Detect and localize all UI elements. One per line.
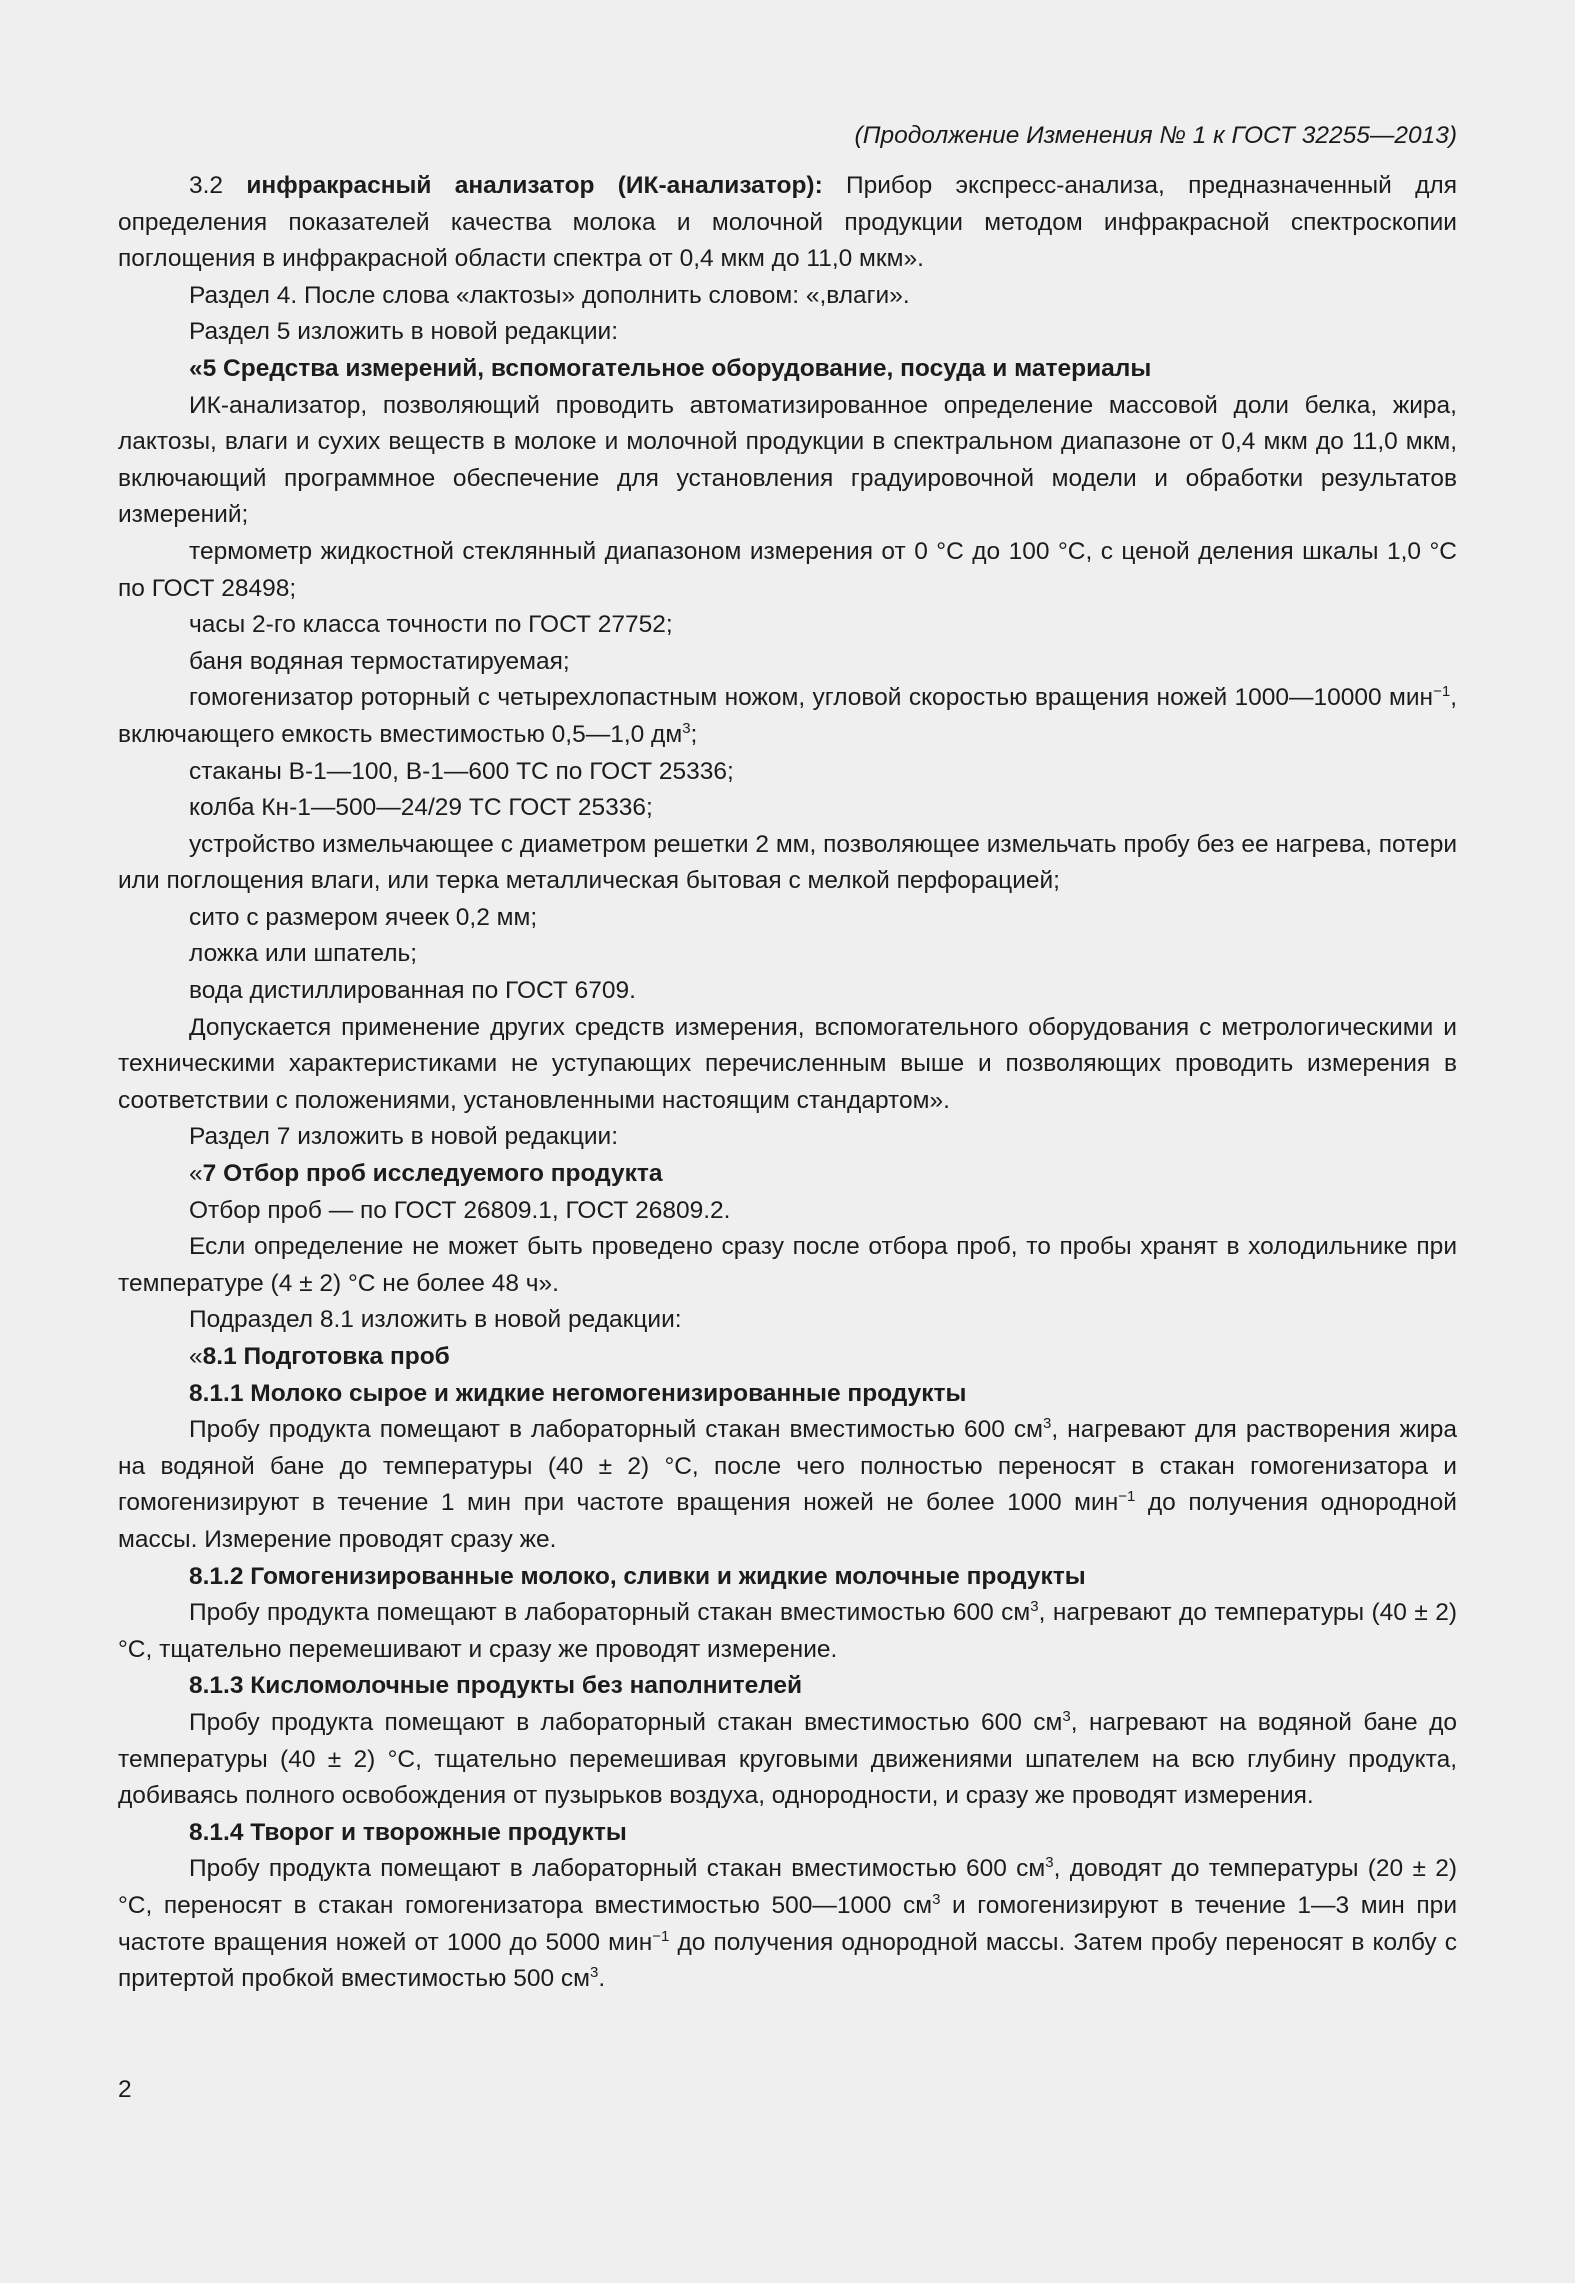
definition-text: Прибор экспресс-анализа, предназначенный для определения показателей качества молока и молочной продукции методом инфракрасной спектроскопии поглощения в инфракрасной области спектра от 0,4 мкм до 11,0 мкм». bbox=[118, 172, 1457, 273]
paragraph-section-4-note: Раздел 4. После слова «лактозы» дополнить словом: «,влаги». bbox=[189, 281, 910, 309]
paragraph-8-1-2: Пробу продукта помещают в лабораторный стакан вместимостью 600 $см^3$, нагревают до температуры (40 ± 2) °С, тщательно перемешивают и сразу же проводят измерение. bbox=[118, 1598, 1457, 1663]
list-item-beakers: стаканы В-1—100, В-1—600 ТС по ГОСТ 25336; bbox=[189, 757, 734, 785]
list-item-water-bath: баня водяная термостатируемая; bbox=[189, 647, 570, 675]
paragraph-definition-3-2 bbox=[118, 168, 1457, 278]
heading-8-1-2: 8.1.2 Гомогенизированные молоко, сливки и жидкие молочные продукты bbox=[189, 1562, 1086, 1590]
paragraph-sampling: Отбор проб — по ГОСТ 26809.1, ГОСТ 26809.2. bbox=[189, 1196, 731, 1224]
heading-section-5: «5 Средства измерений, вспомогательное оборудование, посуда и материалы bbox=[189, 354, 1152, 382]
list-item-flask: колба Кн-1—500—24/29 ТС ГОСТ 25336; bbox=[189, 794, 653, 822]
paragraph-subsection-8-1-intro: Подраздел 8.1 изложить в новой редакции: bbox=[189, 1306, 682, 1334]
list-item-water: вода дистиллированная по ГОСТ 6709. bbox=[189, 977, 636, 1005]
list-item-clock: часы 2-го класса точности по ГОСТ 27752; bbox=[189, 611, 673, 639]
list-item-spoon: ложка или шпатель; bbox=[189, 940, 418, 968]
heading-8-1: «8.1 Подготовка проб bbox=[189, 1343, 450, 1370]
list-item-grinder: устройство измельчающее с диаметром решетки 2 мм, позволяющее измельчать пробу без ее нагрева, потери или поглощения влаги, или терка металлическая бытовая с мелкой перфорацией; bbox=[118, 830, 1457, 895]
paragraph-storage: Если определение не может быть проведено сразу после отбора проб, то пробы хранят в холодильнике при температуре (4 ± 2) °С не более 48 ч». bbox=[118, 1233, 1457, 1297]
list-item-thermometer: термометр жидкостной стеклянный диапазоном измерения от 0 °С до 100 °С, с ценой деления шкалы 1,0 °С по ГОСТ 28498; bbox=[118, 537, 1457, 602]
list-item-sieve: сито с размером ячеек 0,2 мм; bbox=[189, 903, 538, 931]
paragraph-allowance: Допускается применение других средств измерения, вспомогательного оборудования с метрологическими и техническими характеристиками не уступающих перечисленным выше и позволяющих проводить измерения в соответствии с положениями, установленными настоящим стандартом». bbox=[118, 1013, 1457, 1114]
heading-8-1-1: 8.1.1 Молоко сырое и жидкие негомогенизированные продукты bbox=[189, 1379, 967, 1407]
defined-term: инфракрасный анализатор (ИК-анализатор): bbox=[246, 172, 823, 199]
heading-section-7: «7 Отбор проб исследуемого продукта bbox=[189, 1160, 663, 1188]
paragraph-8-1-4: Пробу продукта помещают в лабораторный стакан вместимостью 600 $см^3$, доводят до температуры (20 ± 2) °С, переносят в стакан гомогенизатора вместимостью 500—1000 $см^3$ и гомогенизируют в течение 1—3 мин при частоте вращения ножей от 1000 до 5000 мин$^{-1}$ до получения однородной массы. Затем пробу переносят в колбу с притертой пробкой вместимостью 500 $см^3$. bbox=[118, 1854, 1458, 1993]
document-body bbox=[118, 168, 1457, 1998]
paragraph-section-5-intro: Раздел 5 изложить в новой редакции: bbox=[189, 318, 619, 346]
running-header: (Продолжение Изменения № 1 к ГОСТ 32255—2013) bbox=[854, 122, 1457, 149]
heading-8-1-4: 8.1.4 Творог и творожные продукты bbox=[189, 1818, 627, 1846]
clause-number: 3.2 bbox=[189, 172, 247, 199]
list-item-ir-analyzer: ИК-анализатор, позволяющий проводить автоматизированное определение массовой доли белка, жира, лактозы, влаги и сухих веществ в молоке и молочной продукции в спектральном диапазоне от 0,4 мкм до 11,0 мкм, включающий программное обеспечение для установления градуировочной модели и обработки результатов измерений; bbox=[118, 391, 1457, 529]
heading-8-1-3: 8.1.3 Кисломолочные продукты без наполнителей bbox=[189, 1672, 803, 1700]
paragraph-8-1-1: Пробу продукта помещают в лабораторный стакан вместимостью 600 $см^3$, нагревают для растворения жира на водяной бане до температуры (40 ± 2) °С, после чего полностью переносят в стакан гомогенизатора и гомогенизируют в течение 1 мин при частоте вращения ножей не более 1000 мин$^{-1}$ до получения однородной массы. Измерение проводят сразу же. bbox=[118, 1415, 1458, 1553]
paragraph-section-7-intro: Раздел 7 изложить в новой редакции: bbox=[189, 1123, 619, 1151]
list-item-homogenizer: гомогенизатор роторный с четырехлопастным ножом, угловой скоростью вращения ножей 1000—10000 мин$^{-1}$, включающего емкость вместимостью 0,5—1,0 $дм^3$; bbox=[118, 683, 1457, 748]
paragraph-8-1-3: Пробу продукта помещают в лабораторный стакан вместимостью 600 $см^3$, нагревают на водяной бане до температуры (40 ± 2) °С, тщательно перемешивая круговыми движениями шпателем на всю глубину продукта, добиваясь полного освобождения от пузырьков воздуха, однородности, и сразу же проводят измерения. bbox=[118, 1707, 1458, 1810]
page-number: 2 bbox=[118, 2076, 132, 2103]
